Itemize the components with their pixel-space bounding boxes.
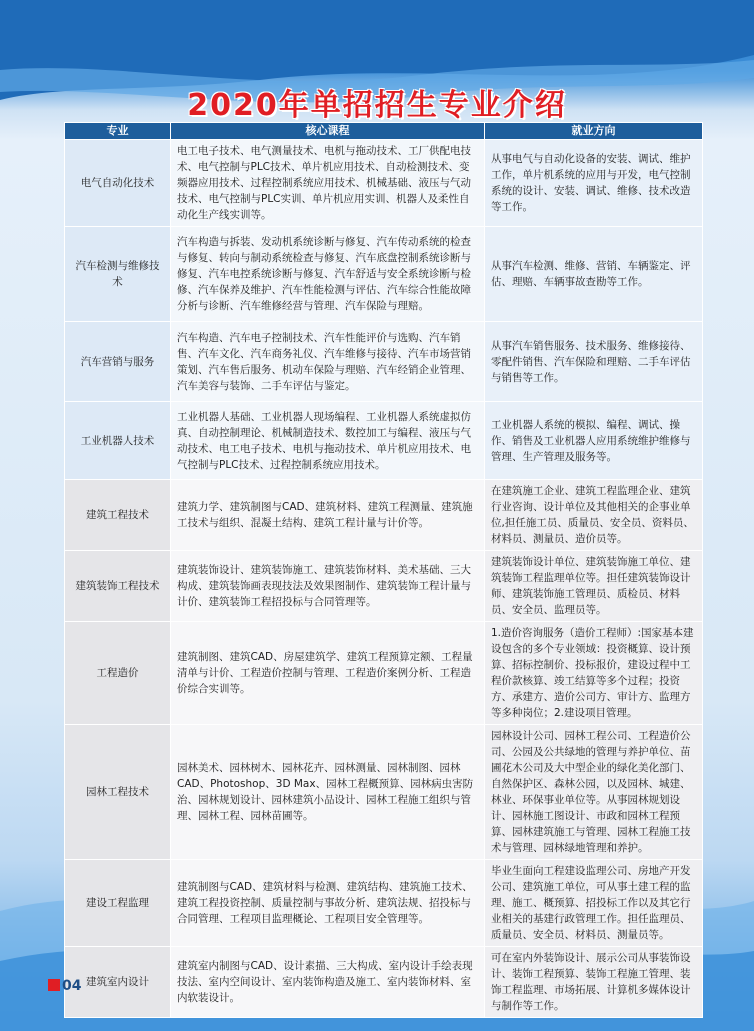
header-major: 专业 (65, 123, 171, 140)
table-row (65, 622, 703, 725)
career-cell: 在建筑施工企业、建筑工程监理企业、建筑行业咨询、设计单位及其他相关的企事业单位,担任施工员、质量员、安全员、资料员、材料员、测量员、造价员等。 (485, 480, 703, 551)
course-cell: 建筑室内制图与CAD、设计素描、三大构成、室内设计手绘表现技法、室内空间设计、室内装饰构造及施工、室内装饰材料、室内软装设计。 (171, 947, 485, 1018)
course-cell: 汽车构造、汽车电子控制技术、汽车性能评价与选购、汽车销售、汽车文化、汽车商务礼仪、汽车维修与接待、汽车市场营销策划、汽车售后服务、机动车保险与理赔、汽车经销企业管理、汽车美容与装饰、二手车评估与鉴定。 (171, 322, 485, 402)
major-cell: 工程造价 (65, 622, 171, 725)
course-cell: 工业机器人基础、工业机器人现场编程、工业机器人系统虚拟仿真、自动控制理论、机械制造技术、数控加工与编程、液压与气动技术、电工电子技术、电机与拖动技术、单片机应用技术、电气控制与PLC技术、过程控制系统应用技术。 (171, 402, 485, 480)
table-row (65, 402, 703, 480)
career-cell: 工业机器人系统的模拟、编程、调试、操作、销售及工业机器人应用系统维护维修与管理、生产管理及服务等。 (485, 402, 703, 480)
header-course: 核心课程 (171, 123, 485, 140)
career-cell: 从事电气与自动化设备的安装、调试、维护工作，单片机系统的应用与开发，电气控制系统的设计、安装、调试、维修、技术改造等工作。 (485, 140, 703, 227)
page-number-text: 04 (62, 978, 82, 994)
major-cell: 建设工程监理 (65, 860, 171, 947)
table-row (65, 860, 703, 947)
course-cell: 电工电子技术、电气测量技术、电机与拖动技术、工厂供配电技术、电气控制与PLC技术、单片机应用技术、自动检测技术、变频器应用技术、过程控制系统应用技术、机械基础、液压与气动技术、电气控制与PLC实训、单片机应用实训、机器人及柔性自动化生产线实训等。 (171, 140, 485, 227)
table-row (65, 480, 703, 551)
course-cell: 汽车构造与拆装、发动机系统诊断与修复、汽车传动系统的检查与修复、转向与制动系统检查与修复、汽车底盘控制系统诊断与修复、汽车电控系统诊断与修复、汽车舒适与安全系统诊断与检修、汽车保养及维护、汽车性能检测与评估、汽车综合性能故障分析与诊断、汽车维修经营与管理、汽车保险与理赔。 (171, 227, 485, 322)
major-cell: 园林工程技术 (65, 725, 171, 860)
course-cell: 建筑装饰设计、建筑装饰施工、建筑装饰材料、美术基础、三大构成、建筑装饰画表现技法及效果图制作、建筑装饰工程计量与计价、建筑装饰工程招投标与合同管理等。 (171, 551, 485, 622)
course-cell: 建筑力学、建筑制图与CAD、建筑材料、建筑工程测量、建筑施工技术与组织、混凝土结构、建筑工程计量与计价等。 (171, 480, 485, 551)
major-cell: 汽车检测与维修技术 (65, 227, 171, 322)
page-number (48, 978, 81, 994)
table-row (65, 140, 703, 227)
career-cell: 建筑装饰设计单位、建筑装饰施工单位、建筑装饰工程监理单位等。担任建筑装饰设计师、建筑装饰施工管理员、质检员、材料员、安全员、监理员等。 (485, 551, 703, 622)
major-cell: 建筑工程技术 (65, 480, 171, 551)
course-cell: 园林美术、园林树木、园林花卉、园林测量、园林制图、园林CAD、Photoshop、3D Max、园林工程概预算、园林病虫害防治、园林规划设计、园林建筑小品设计、园林工程施工组织与管理、园林工程、园林苗圃等。 (171, 725, 485, 860)
table-row (65, 227, 703, 322)
career-cell: 1.造价咨询服务（造价工程师）:国家基本建设包含的多个专业领域：投资概算、设计预算、招标控制价、投标报价，建设过程中工程价款核算、竣工结算等多个过程；投资方、承建方、造价公司方、审计方、监理方等多种岗位；2.建设项目管理。 (485, 622, 703, 725)
career-cell: 从事汽车检测、维修、营销、车辆鉴定、评估、理赔、车辆事故查勘等工作。 (485, 227, 703, 322)
career-cell: 从事汽车销售服务、技术服务、维修接待、零配件销售、汽车保险和理赔、二手车评估与销售等工作。 (485, 322, 703, 402)
major-cell: 建筑装饰工程技术 (65, 551, 171, 622)
course-cell: 建筑制图、建筑CAD、房屋建筑学、建筑工程预算定额、工程量清单与计价、工程造价控制与管理、工程造价案例分析、工程造价综合实训等。 (171, 622, 485, 725)
major-cell: 建筑室内设计 (65, 947, 171, 1018)
red-square-icon (48, 979, 60, 991)
table-row (65, 725, 703, 860)
table-header-row (65, 123, 703, 140)
career-cell: 园林设计公司、园林工程公司、工程造价公司、公园及公共绿地的管理与养护单位、苗圃花木公司及大中型企业的绿化美化部门、自然保护区、森林公园，以及园林、城建、林业、环保事业单位等。从事园林规划设计、园林施工图设计、市政和园林工程预算、园林建筑施工与管理、园林工程施工技术与管理、园林绿地管理和养护。 (485, 725, 703, 860)
table-row (65, 322, 703, 402)
table-row (65, 551, 703, 622)
major-cell: 汽车营销与服务 (65, 322, 171, 402)
header-career: 就业方向 (485, 123, 703, 140)
major-cell: 工业机器人技术 (65, 402, 171, 480)
course-cell: 建筑制图与CAD、建筑材料与检测、建筑结构、建筑施工技术、建筑工程投资控制、质量控制与事故分析、建筑法规、招投标与合同管理、工程项目监理概论、工程项目安全管理等。 (171, 860, 485, 947)
career-cell: 毕业生面向工程建设监理公司、房地产开发公司、建筑施工单位，可从事土建工程的监理、施工、概预算、招投标工作以及其它行业相关的基建行政管理工作。担任监理员、质量员、安全员、材料员、测量员等。 (485, 860, 703, 947)
major-cell: 电气自动化技术 (65, 140, 171, 227)
page-title: 2020年单招招生专业介绍 (187, 88, 567, 123)
majors-table (64, 122, 703, 1018)
career-cell: 可在室内外装饰设计、展示公司从事装饰设计、装饰工程预算、装饰工程施工管理、装饰工程监理、市场拓展、计算机多媒体设计与制作等工作。 (485, 947, 703, 1018)
table-row (65, 947, 703, 1018)
